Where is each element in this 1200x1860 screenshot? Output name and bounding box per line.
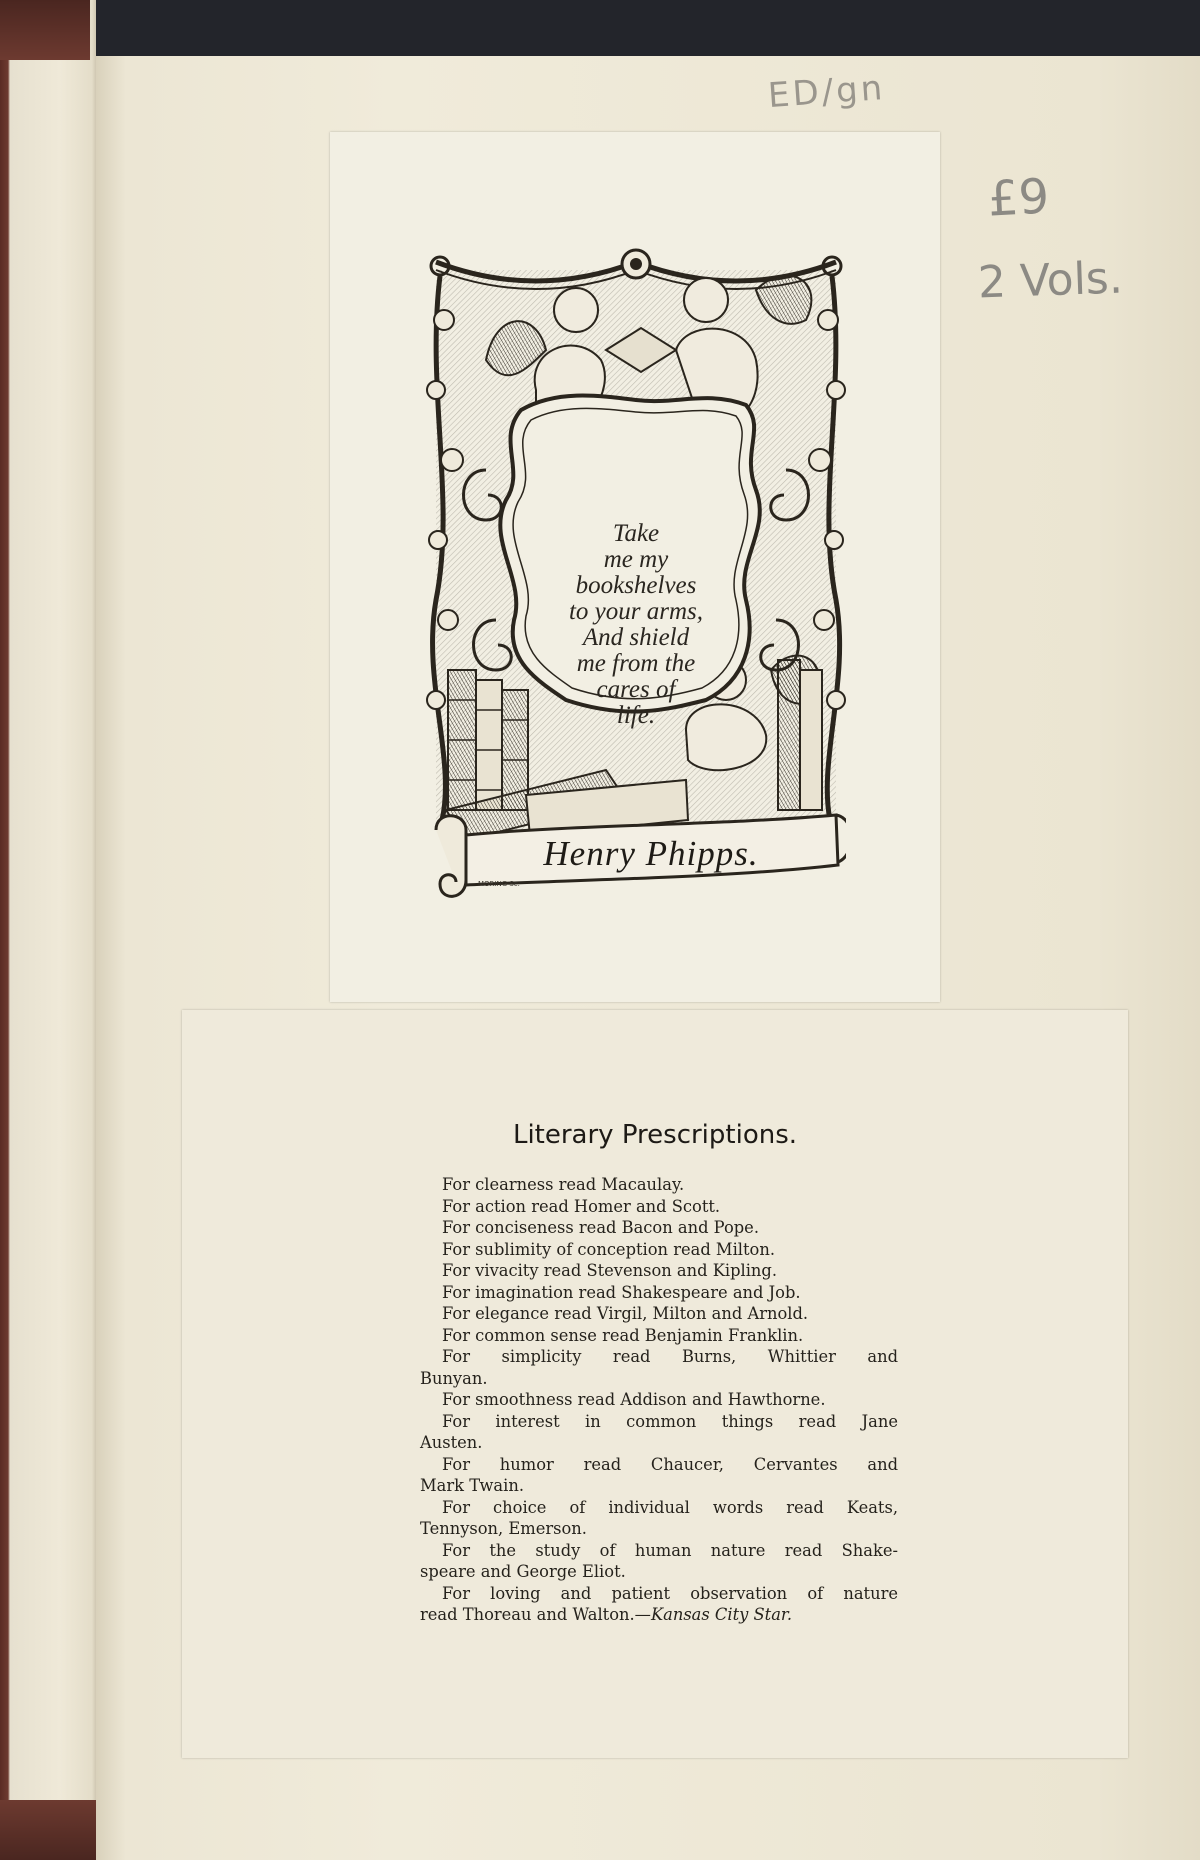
motto-line: bookshelves — [575, 572, 697, 599]
clipping-line: speare and George Eliot. — [420, 1562, 626, 1581]
clipping-line: For action read Homer and Scott. — [442, 1196, 721, 1216]
clipping-line: Bunyan. — [420, 1368, 488, 1388]
clipping-line: For interest in common things read Jane — [442, 1411, 898, 1431]
clipping-line: For sublimity of conception read Milton. — [442, 1239, 776, 1259]
clipping-line: Mark Twain. — [420, 1476, 524, 1495]
motto-line: cares of — [596, 676, 676, 703]
cover-cloth-bottom — [0, 1800, 96, 1860]
clipping-line: For clearness read Macaulay. — [442, 1175, 685, 1194]
motto-line: to your arms, — [568, 598, 704, 625]
shelfmark-annotation: ED/gn — [766, 67, 887, 117]
bookplate-engraving — [426, 240, 846, 905]
motto-line: me my — [603, 546, 669, 573]
cover-cloth-top — [0, 0, 90, 60]
clipping-line: For common sense read Benjamin Franklin. — [442, 1325, 804, 1345]
motto-line: life. — [616, 702, 656, 729]
clipping-line: For vivacity read Stevenson and Kipling. — [442, 1261, 777, 1280]
clipping-line: For loving and patient observation of nature — [442, 1583, 898, 1603]
clipping-line: For elegance read Virgil, Milton and Arnold. — [442, 1304, 809, 1323]
volumes-annotation: 2 Vols. — [977, 252, 1124, 309]
bookplate — [330, 132, 940, 1002]
clipping-title: Literary Prescriptions. — [512, 1120, 798, 1150]
newspaper-clipping — [182, 1010, 1128, 1758]
clipping-last-line — [420, 1604, 898, 1626]
clipping-line: For smoothness read Addison and Hawthorne. — [442, 1390, 826, 1409]
motto-line: me from the — [576, 650, 696, 677]
bookplate-owner-name: Henry Phipps. — [543, 834, 759, 873]
clipping-line: For humor read Chaucer, Cervantes and — [442, 1454, 898, 1474]
clipping-line: For imagination read Shakespeare and Job. — [442, 1282, 801, 1302]
motto-line: Take — [612, 520, 660, 547]
book-cover-edge — [0, 0, 96, 1860]
clipping-line: Tennyson, Emerson. — [420, 1519, 587, 1538]
clipping-body — [420, 1174, 898, 1626]
clipping-line: Austen. — [420, 1433, 483, 1452]
clipping-line: For conciseness read Bacon and Pope. — [442, 1218, 759, 1237]
clipping-line: For the study of human nature read Shake- — [442, 1540, 898, 1560]
clipping-attribution: Kansas City Star. — [650, 1605, 793, 1624]
price-annotation: £9 — [986, 168, 1051, 228]
motto-line: And shield — [582, 624, 690, 651]
clipping-line: For simplicity read Burns, Whittier and — [442, 1347, 898, 1366]
engraver-signature: MORING Sc. — [478, 880, 520, 888]
clipping-line: For choice of individual words read Keats, — [442, 1497, 898, 1517]
clipping-last-line-text: read Thoreau and Walton.— — [420, 1605, 651, 1624]
